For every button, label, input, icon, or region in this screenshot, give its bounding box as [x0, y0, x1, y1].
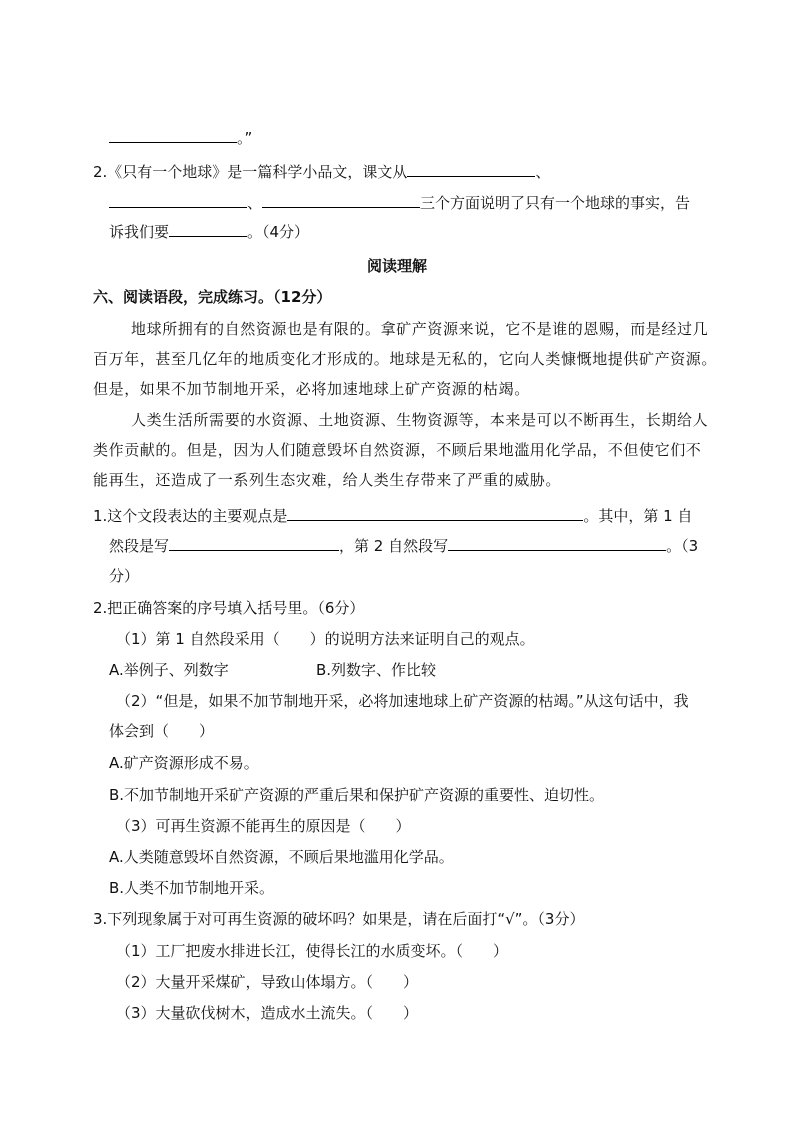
q6-2-sub-2-option-a[interactable]: A.矿产资源形成不易。: [109, 754, 259, 772]
section-heading: 阅读理解: [366, 257, 427, 275]
passage-line: 能再生，还造成了一系列生态灾难，给人类生存带来了严重的威胁。: [93, 471, 562, 489]
q6-1-line-2: 然段是写 ，第 2 自然段写 。（3: [109, 537, 699, 555]
prev-quote-end: 。”: [237, 129, 253, 147]
prev-answer-line: [109, 127, 252, 149]
q6-2-sub-2-line-2: 体会到（ ）: [109, 722, 215, 740]
q6-1-line-1: 1.这个文段表达的主要观点是 。其中，第 1 自: [93, 507, 693, 525]
passage-line: 类作贡献的。但是，因为人们随意毁坏自然资源，不顾后果地滥用化学品，不但使它们不: [93, 441, 702, 459]
answer-blank[interactable]: [169, 535, 339, 551]
q2-line-1: 2.《只有一个地球》是一篇科学小品文，课文从 、: [93, 163, 551, 181]
q6-2-sub-2-line-1: （2）“但是，如果不加节制地开采，必将加速地球上矿产资源的枯竭。”从这句话中，我: [116, 692, 689, 710]
section-6-title: 六、阅读语段，完成练习。（12分）: [93, 288, 332, 306]
q6-3-title: 3.下列现象属于对可再生资源的破坏吗？如果是，请在后面打“√”。（3分）: [93, 910, 585, 928]
passage-line: 百万年，甚至几亿年的地质变化才形成的。地球是无私的，它向人类慷慨地提供矿产资源。: [93, 350, 718, 368]
q6-3-item-2: （2）大量开采煤矿，导致山体塌方。（ ）: [116, 973, 419, 991]
passage-line: 但是，如果不加节制地开采，必将加速地球上矿产资源的枯竭。: [93, 380, 530, 398]
q2-line-2: 、 三个方面说明了只有一个地球的事实，告: [109, 192, 690, 214]
answer-blank[interactable]: [109, 127, 237, 143]
q6-3-item-1: （1）工厂把废水排进长江，使得长江的水质变坏。（ ）: [116, 942, 509, 960]
answer-blank[interactable]: [287, 505, 583, 521]
answer-blank[interactable]: [407, 161, 535, 177]
q6-2-sub-1-option-a[interactable]: A.举例子、列数字: [109, 661, 229, 679]
q6-2-sub-3-option-a[interactable]: A.人类随意毁坏自然资源，不顾后果地滥用化学品。: [109, 848, 454, 866]
q6-1-line-3: 分）: [109, 567, 140, 585]
answer-blank[interactable]: [169, 221, 247, 237]
q6-2-title: 2.把正确答案的序号填入括号里。（6分）: [93, 599, 365, 617]
passage-line: 地球所拥有的自然资源也是有限的。拿矿产资源来说，它不是谁的恩赐，而是经过几: [131, 320, 709, 338]
q6-2-sub-1-option-b[interactable]: B.列数字、作比较: [316, 661, 437, 679]
q6-3-item-3: （3）大量砍伐树木，造成水土流失。（ ）: [116, 1004, 419, 1022]
q6-2-sub-1: （1）第 1 自然段采用（ ）的说明方法来证明自己的观点。: [116, 630, 535, 648]
passage-line: 人类生活所需要的水资源、土地资源、生物资源等，本来是可以不断再生，长期给人: [131, 411, 709, 429]
answer-blank[interactable]: [262, 192, 420, 208]
answer-blank[interactable]: [448, 535, 666, 551]
q2-line-3: 诉我们要 。（4分）: [109, 223, 310, 241]
q6-2-sub-3-option-b[interactable]: B.人类不加节制地开采。: [109, 879, 275, 897]
q6-2-sub-2-option-b[interactable]: B.不加节制地开采矿产资源的严重后果和保护矿产资源的重要性、迫切性。: [109, 786, 605, 804]
answer-blank[interactable]: [109, 192, 247, 208]
q6-2-sub-3: （3）可再生资源不能再生的原因是（ ）: [116, 817, 411, 835]
